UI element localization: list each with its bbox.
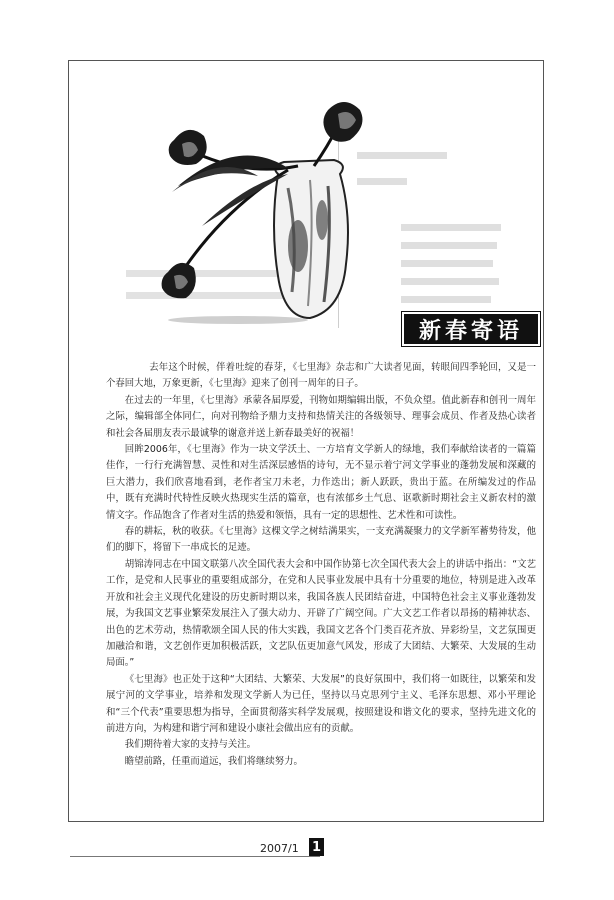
page-number: 1 xyxy=(309,838,324,856)
issue-number: 2007/1 xyxy=(260,842,299,855)
article-paragraph: 瞻望前路，任重而道远，我们将继续努力。 xyxy=(124,755,303,767)
footer-rule xyxy=(70,856,320,857)
tulip-vase-icon xyxy=(138,96,378,326)
article-paragraph: 在过去的一年里，《七里海》承蒙各届厚爱，刊物如期编辑出版，不负众望。值此新春和创刊一周年之际，编辑部全体同仁，向对刊物给予鼎力支持和热情关注的各级领导、理事会成员、作者及热心读者和社会各届朋友表示最诚挚的谢意并送上新春最美好的祝福！ xyxy=(106,394,536,439)
article-paragraph: 春的耕耘，秋的收获。《七里海》这棵文学之树结满果实，一支充满凝聚力的文学新军蓄势待发，他们的脚下，将留下一串成长的足迹。 xyxy=(106,526,536,554)
article-paragraph: 《七里海》也正处于这种“大团结、大繁荣、大发展”的良好氛围中，我们将一如既往，以繁荣和发展宁河的文学事业，培养和发现文学新人为已任，坚持以马克思列宁主义、毛泽东思想、邓小平理论和“三个代表”重要思想为指导，全面贯彻落实科学发展观，按照建设和谐文化的要求，坚持先进文化的前进方向，为构建和谐宁河和建设小康社会做出应有的贡献。 xyxy=(106,673,536,734)
article-paragraph: 去年这个时候，伴着吐绽的春芽，《七里海》杂志和广大读者见面，转眼间四季轮回，又是一个春回大地，万象更新，《七里海》迎来了创刊一周年的日子。 xyxy=(106,362,536,390)
article-body xyxy=(106,360,536,770)
article-paragraph: 我们期待着大家的支持与关注。 xyxy=(124,739,257,751)
article-paragraph: 回眸2006年，《七里海》作为一块文学沃土、一方培育文学新人的绿地，我们奉献给读者的一篇篇佳作，一行行充满智慧、灵性和对生活深层感悟的诗句，无不显示着宁河文学事业的蓬勃发展和深藏的巨大潜力，我们欣喜地看到，老作者宝刀未老，力作迭出；新人跃跃，贵出于蓝。在所编发过的作品中，既有充满时代特性反映火热现实生活的篇章，也有浓郁乡土气息、讴歌新时期社会主义新农村的激情文字。作品饱含了作者对生活的热爱和领悟，具有一定的思想性、艺术性和可读性。 xyxy=(106,444,536,521)
page-title: 新春寄语 xyxy=(402,312,540,346)
article-paragraph: 胡锦涛同志在中国文联第八次全国代表大会和中国作协第七次全国代表大会上的讲话中指出：“文艺工作，是党和人民事业的重要组成部分，在党和人民事业发展中具有十分重要的地位，特别是进入改革开放和社会主义现代化建设的历史新时期以来，我国各族人民团结奋进，中国特色社会主义事业蓬勃发展，为我国文艺事业繁荣发展注入了强大动力、开辟了广阔空间。广大文艺工作者以昂扬的精神状态、出色的艺术劳动，热情歌颂全国人民的伟大实践，我国文艺各个门类百花齐放、异彩纷呈，文艺氛围更加融洽和谐，文艺创作更加积极活跃，文艺队伍更加意气风发，形成了大团结、大繁荣、大发展的生动局面。” xyxy=(106,558,536,669)
